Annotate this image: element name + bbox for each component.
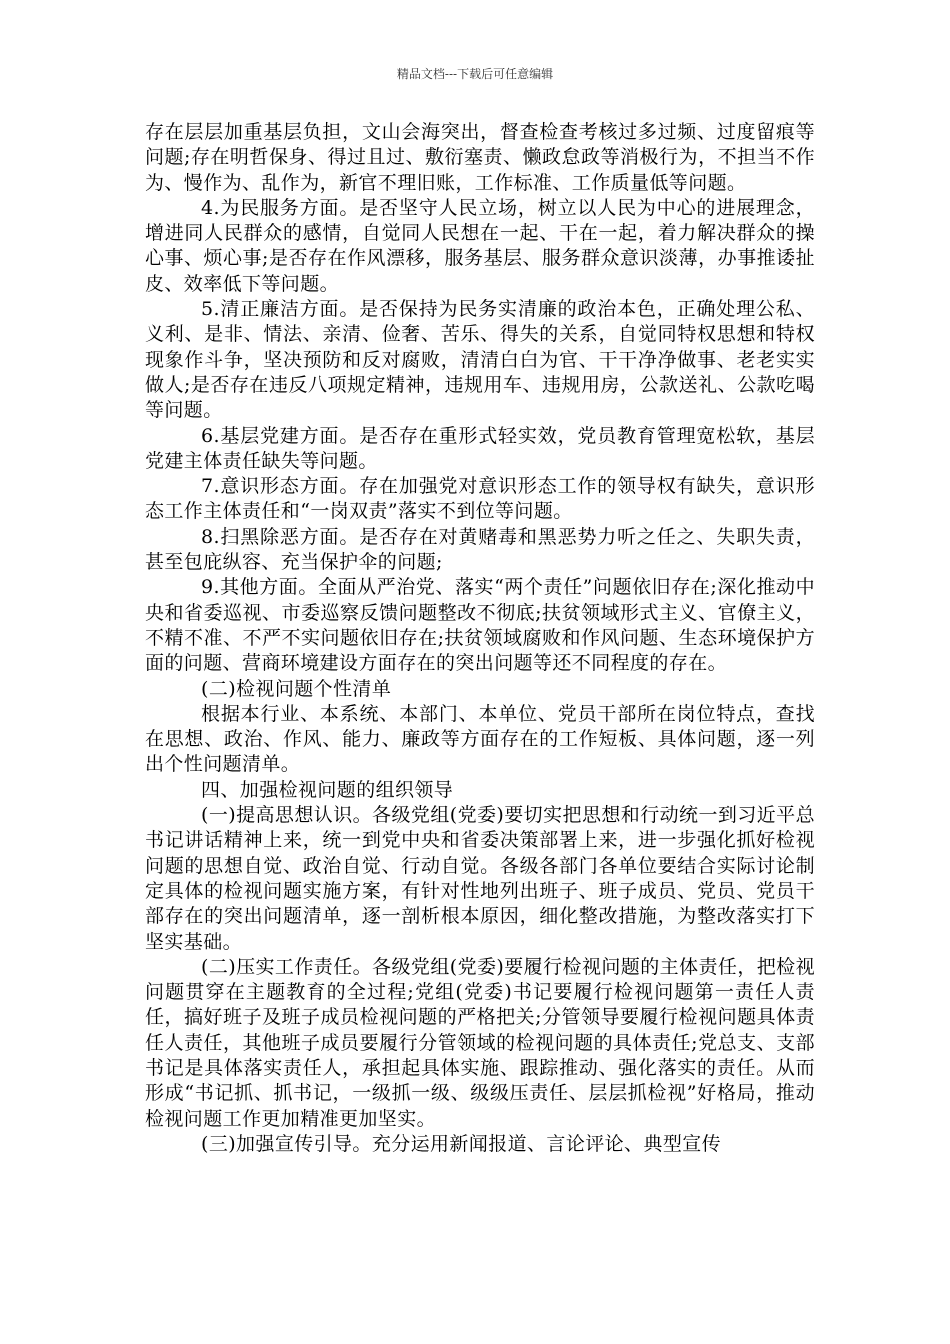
paragraph-personal-list: 根据本行业、本系统、本部门、本单位、党员干部所在岗位特点，查找在思想、政治、作风、能力、廉政等方面存在的工作短板、具体问题，逐一列出个性问题清单。	[145, 702, 815, 776]
paragraph-responsibility: (二)压实工作责任。各级党组(党委)要履行检视问题的主体责任，把检视问题贯穿在主题教育的全过程;党组(党委)书记要履行检视问题第一责任人责任，搞好班子及班子成员检视问题的严格把关;分管领导要履行检视问题具体责任人责任，其他班子成员要履行分管领域的检视问题的具体责任;党总支、支部书记是具体落实责任人，承担起具体实施、跟踪推动、强化落实的责任。从而形成“书记抓、抓书记，一级抓一级、级级压责任、层层抓检视”好格局，推动检视问题工作更加精准更加坚实。	[145, 955, 815, 1130]
paragraph-item-9: 9.其他方面。全面从严治党、落实“两个责任”问题依旧存在;深化推动中央和省委巡视、市委巡察反馈问题整改不彻底;扶贫领域形式主义、官僚主义，不精不准、不严不实问题依旧存在;扶贫领域腐败和作风问题、生态环境保护方面的问题、营商环境建设方面存在的突出问题等还不同程度的存在。	[145, 576, 815, 675]
paragraph-item-4: 4.为民服务方面。是否坚守人民立场，树立以人民为中心的进展理念，增进同人民群众的感情，自觉同人民想在一起、干在一起，着力解决群众的操心事、烦心事;是否存在作风漂移，服务基层、服务群众意识淡薄，办事推诿扯皮、效率低下等问题。	[145, 196, 815, 295]
paragraph-continuation: 存在层层加重基层负担，文山会海突出，督查检查考核过多过频、过度留痕等问题;存在明哲保身、得过且过、敷衍塞责、懒政怠政等消极行为，不担当不作为、慢作为、乱作为，新官不理旧账，工作标准、工作质量低等问题。	[145, 121, 815, 194]
paragraph-item-6: 6.基层党建方面。是否存在重形式轻实效，党员教育管理宽松软，基层党建主体责任缺失等问题。	[145, 424, 815, 472]
paragraph-publicity: (三)加强宣传引导。充分运用新闻报道、言论评论、典型宣传	[201, 1132, 722, 1155]
paragraph-item-8: 8.扫黑除恶方面。是否存在对黄赌毒和黑恶势力听之任之、失职失责，甚至包庇纵容、充当保护伞的问题;	[145, 525, 815, 574]
paragraph-item-7: 7.意识形态方面。存在加强党对意识形态工作的领导权有缺失，意识形态工作主体责任和“一岗双责”落实不到位等问题。	[145, 475, 815, 523]
document-body	[145, 120, 815, 1157]
section-heading-personal-list: (二)检视问题个性清单	[201, 677, 392, 700]
paragraph-awareness: (一)提高思想认识。各级党组(党委)要切实把思想和行动统一到习近平总书记讲话精神上来，统一到党中央和省委决策部署上来，进一步强化抓好检视问题的思想自觉、政治自觉、行动自觉。各级各部门各单位要结合实际讨论制定具体的检视问题实施方案，有针对性地列出班子、班子成员、党员、党员干部存在的突出问题清单，逐一剖析根本原因，细化整改措施，为整改落实打下坚实基础。	[145, 804, 815, 953]
paragraph-item-5: 5.清正廉洁方面。是否保持为民务实清廉的政治本色，正确处理公私、义利、是非、情法、亲清、俭奢、苦乐、得失的关系，自觉同特权思想和特权现象作斗争，坚决预防和反对腐败，清清白白为官、干干净净做事、老老实实做人;是否存在违反八项规定精神，违规用车、违规用房，公款送礼、公款吃喝等问题。	[145, 298, 815, 422]
page-header: 精品文档---下载后可任意编辑	[396, 67, 554, 81]
section-heading-leadership: 四、加强检视问题的组织领导	[201, 778, 454, 801]
